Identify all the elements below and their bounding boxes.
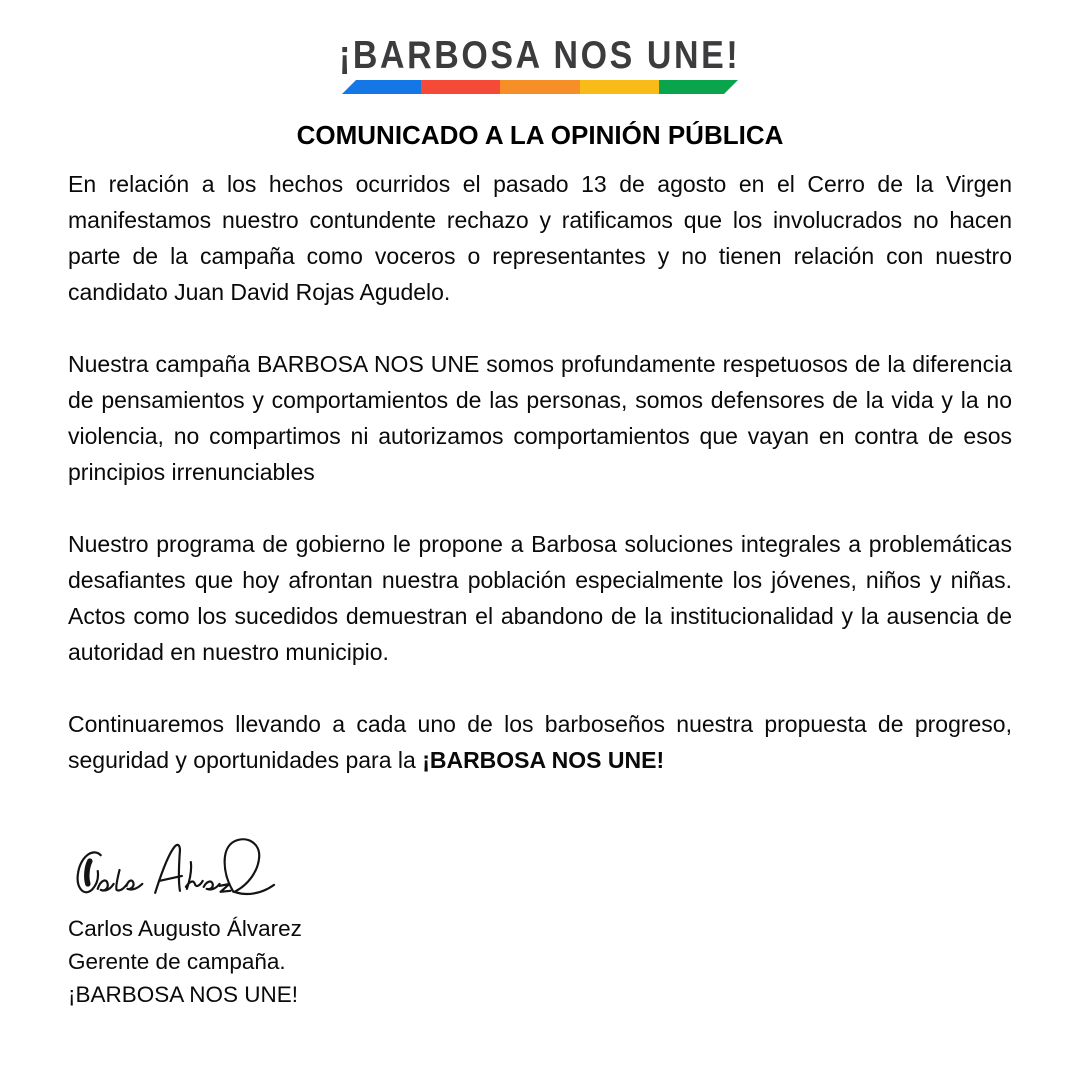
paragraph-closing <box>68 706 1012 778</box>
document-body <box>68 166 1012 778</box>
document-title: COMUNICADO A LA OPINIÓN PÚBLICA <box>296 120 784 150</box>
paragraph-incident-statement: En relación a los hechos ocurridos el pasado 13 de agosto en el Cerro de la Virgen manifestamos nuestro contundente rechazo y ratificamos que los involucrados no hacen parte de la campaña como voceros o representantes y no tienen relación con nuestro candidato Juan David Rojas Agudelo. <box>68 171 1012 305</box>
closing-slogan: ¡BARBOSA NOS UNE! <box>422 747 665 773</box>
signer-role: Gerente de campaña. <box>68 949 286 974</box>
paragraph-campaign-values: Nuestra campaña BARBOSA NOS UNE somos profundamente respetuosos de la diferencia de pensamientos y comportamientos de las personas, somos defensores de la vida y la no violencia, no compartimos ni autorizamos comportamientos que vayan en contra de esos principios irrenunciables <box>68 351 1012 485</box>
stripe-segment-red <box>421 80 500 94</box>
stripe-segment-green <box>659 80 738 94</box>
signer-campaign: ¡BARBOSA NOS UNE! <box>68 982 299 1007</box>
stripe-segment-yellow <box>580 80 659 94</box>
handwritten-signature-image <box>70 834 278 912</box>
paragraph-government-program: Nuestro programa de gobierno le propone a Barbosa soluciones integrales a problemáticas desafiantes que hoy afrontan nuestra población especialmente los jóvenes, niños y niñas. Actos como los sucedidos demuestran el abandono de la institucionalidad y la ausencia de autoridad en nuestro municipio. <box>68 531 1012 665</box>
campaign-logo-text: ¡BARBOSA NOS UNE! <box>339 34 741 77</box>
stripe-segment-orange <box>500 80 579 94</box>
campaign-logo-stripe <box>342 80 738 94</box>
stripe-segment-blue <box>342 80 421 94</box>
campaign-logo <box>68 34 1012 94</box>
signature-block <box>68 834 1012 1011</box>
signer-name: Carlos Augusto Álvarez <box>68 916 302 941</box>
closing-text: Continuaremos llevando a cada uno de los barboseños nuestra propuesta de progreso, seguridad y oportunidades para la <box>68 711 1012 773</box>
